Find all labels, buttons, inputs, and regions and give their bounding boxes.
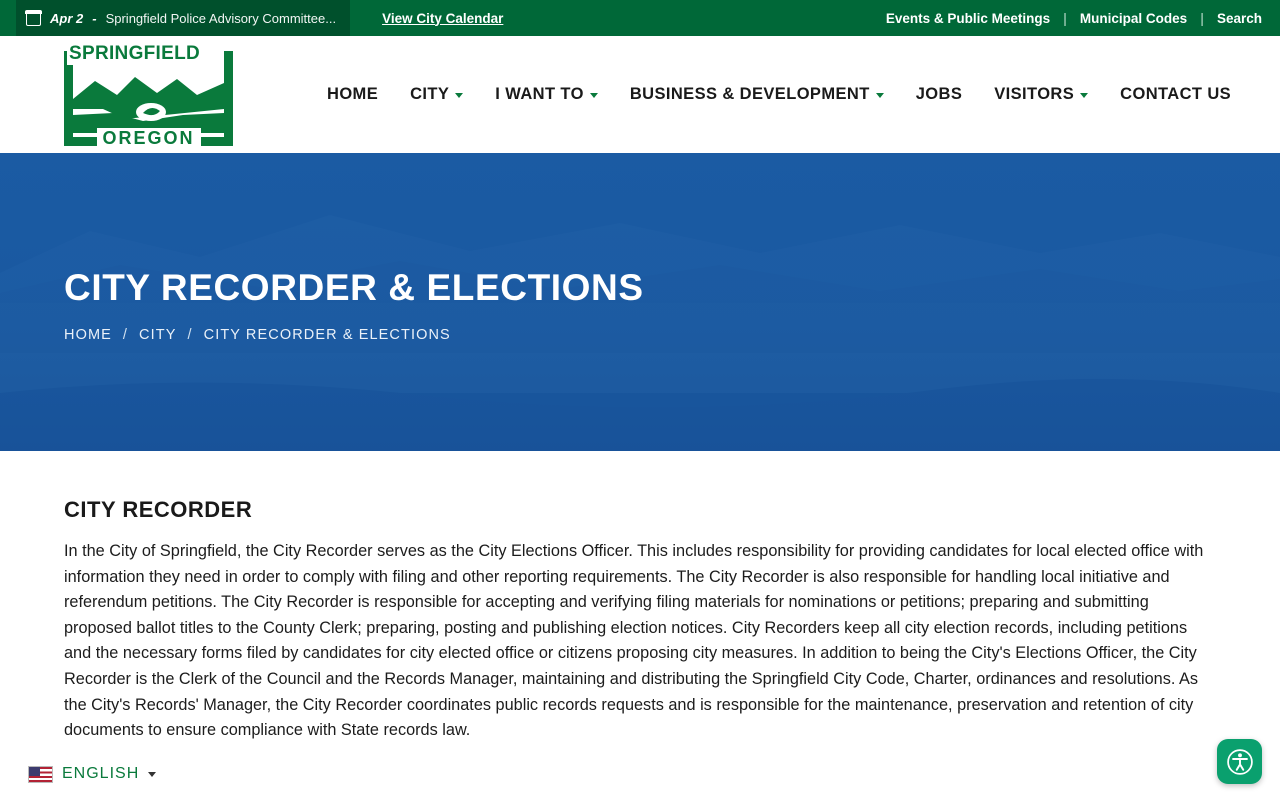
- calendar-icon: [26, 11, 41, 26]
- utility-bar: [0, 0, 1280, 36]
- utility-separator: |: [1063, 10, 1067, 26]
- hero-content: [64, 268, 644, 343]
- chevron-down-icon: [876, 93, 884, 98]
- nav-item-contact-us[interactable]: [1104, 85, 1247, 104]
- utility-link-events[interactable]: Events & Public Meetings: [885, 10, 1051, 26]
- logo-subtitle: OREGON: [96, 128, 200, 149]
- chevron-down-icon: [1080, 93, 1088, 98]
- alert-date: Apr 2: [50, 10, 84, 26]
- logo-artwork-icon: [73, 69, 224, 133]
- logo-title: SPRINGFIELD: [69, 43, 201, 64]
- section-heading: CITY RECORDER: [64, 497, 253, 522]
- nav-item-city[interactable]: [394, 85, 479, 104]
- site-header: [0, 36, 1280, 153]
- chevron-down-icon: [148, 772, 156, 777]
- utility-link-search[interactable]: Search: [1216, 10, 1262, 26]
- breadcrumb-separator: /: [122, 327, 129, 343]
- nav-label: CITY: [410, 85, 450, 103]
- view-city-calendar-link[interactable]: View City Calendar: [382, 10, 504, 26]
- hero-banner: [0, 153, 1280, 451]
- page-title: CITY RECORDER & ELECTIONS: [64, 267, 644, 309]
- nav-label: I WANT TO: [495, 85, 584, 103]
- main-content: [0, 451, 1280, 744]
- nav-item-visitors[interactable]: [978, 85, 1104, 104]
- us-flag-icon: [28, 766, 53, 783]
- nav-label: JOBS: [915, 85, 963, 103]
- utility-separator: |: [1200, 10, 1204, 26]
- breadcrumb: [64, 327, 644, 343]
- accessibility-icon: [1227, 749, 1253, 775]
- breadcrumb-item-city[interactable]: CITY: [139, 327, 177, 343]
- chevron-down-icon: [590, 93, 598, 98]
- nav-item-i-want-to[interactable]: [479, 85, 614, 104]
- alert-banner[interactable]: [16, 0, 350, 36]
- main-navigation: [311, 85, 1247, 104]
- breadcrumb-item-home[interactable]: HOME: [64, 327, 112, 343]
- nav-item-business-development[interactable]: [614, 85, 900, 104]
- language-selector[interactable]: [22, 762, 162, 786]
- language-label: ENGLISH: [62, 765, 140, 782]
- alert-dash: -: [92, 10, 97, 26]
- breadcrumb-item-current: CITY RECORDER & ELECTIONS: [203, 327, 451, 343]
- utility-link-municipal-codes[interactable]: Municipal Codes: [1079, 10, 1188, 26]
- accessibility-button[interactable]: [1217, 739, 1262, 784]
- nav-item-home[interactable]: [311, 85, 394, 104]
- nav-label: BUSINESS & DEVELOPMENT: [629, 85, 870, 103]
- utility-links: [886, 11, 1262, 26]
- site-logo[interactable]: [64, 43, 233, 146]
- nav-label: HOME: [327, 85, 379, 103]
- nav-label: VISITORS: [994, 85, 1075, 103]
- nav-item-jobs[interactable]: [900, 85, 979, 104]
- alert-text[interactable]: Springfield Police Advisory Committee...: [105, 10, 337, 26]
- chevron-down-icon: [455, 93, 463, 98]
- nav-label: CONTACT US: [1120, 85, 1232, 103]
- breadcrumb-separator: /: [187, 327, 193, 343]
- body-paragraph: In the City of Springfield, the City Recorder serves as the City Elections Officer. This includes responsibility for providing candidates for local elected office with information they need in order to comply with filing and other reporting requirements. The City Recorder is also responsible for handling local initiative and referendum petitions. The City Recorder is responsible for accepting and verifying filing materials for nominations or petitions; preparing and submitting proposed ballot titles to the County Clerk; preparing, posting and publishing election notices. City Recorders keep all city election records, including petitions and the necessary forms filed by candidates for city elected office or citizens proposing city measures. In addition to being the City's Elections Officer, the City Recorder is the Clerk of the Council and the Records Manager, maintaining and distributing the Springfield City Code, Charter, ordinances and resolutions. As the City's Records' Manager, the City Recorder coordinates public records requests and is responsible for the maintenance, preservation and retention of city documents to ensure compliance with State records law.: [64, 542, 1204, 740]
